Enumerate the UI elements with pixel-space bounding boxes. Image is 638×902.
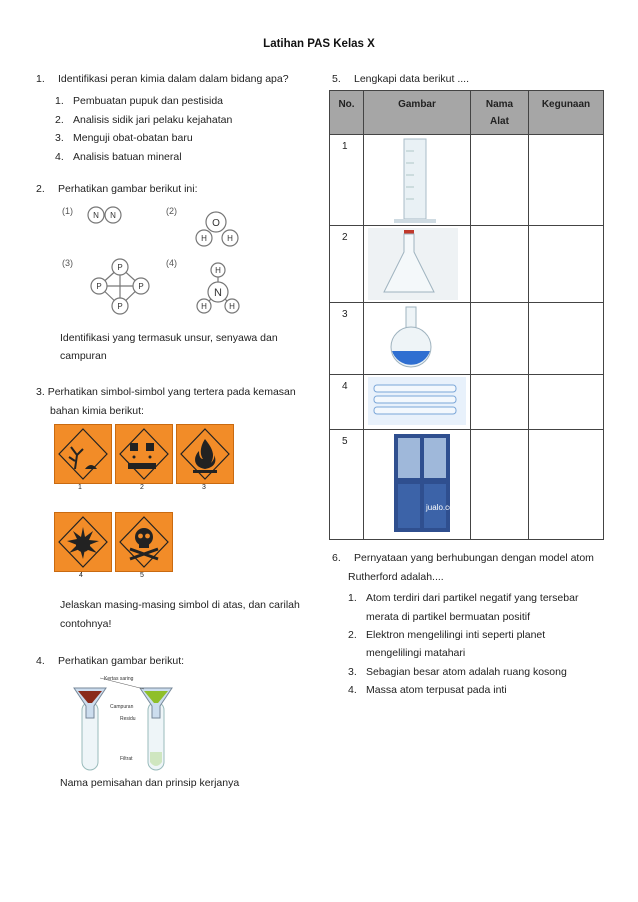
- list-item: 4. Massa atom terpusat pada inti: [348, 684, 507, 696]
- toxic-skull-icon: [115, 512, 173, 572]
- question-3-cont: bahan kimia berikut:: [50, 405, 144, 417]
- table-row: 4: [330, 375, 604, 430]
- svg-text:H: H: [229, 302, 235, 311]
- list-item-cont: merata di partikel bermuatan positif: [366, 611, 530, 623]
- question-2-prompt: Identifikasi yang termasuk unsur, senyawa dan: [60, 332, 278, 344]
- symbol-number-1: 1: [78, 484, 82, 491]
- svg-text:H: H: [227, 234, 233, 243]
- list-item: 3. Menguji obat-obatan baru: [55, 132, 193, 144]
- corrosive-icon: [115, 424, 173, 484]
- question-1: [36, 73, 289, 85]
- svg-text:P: P: [96, 282, 102, 291]
- question-3-prompt-cont: contohnya!: [60, 618, 112, 630]
- table-row: [330, 135, 604, 226]
- svg-text:Campuran: Campuran: [110, 704, 134, 710]
- figure-label-4: (4): [166, 258, 177, 268]
- svg-text:O: O: [212, 218, 220, 229]
- symbol-number-4: 4: [79, 572, 83, 579]
- svg-text:Kertas saring: Kertas saring: [104, 676, 134, 682]
- symbol-number-3: 3: [202, 484, 206, 491]
- list-item: 2. Analisis sidik jari pelaku kejahatan: [55, 114, 233, 126]
- list-item: 3. Sebagian besar atom adalah ruang kosong: [348, 666, 567, 678]
- question-4: 4. Perhatikan gambar berikut:: [36, 655, 185, 667]
- list-item: 1. Pembuatan pupuk dan pestisida: [55, 95, 224, 107]
- round-flask-image: [364, 303, 471, 375]
- question-text: Identifikasi peran kimia dalam dalam bidang apa?: [58, 73, 289, 85]
- column-header-kegunaan: Kegunaan: [529, 91, 604, 135]
- svg-text:P: P: [117, 263, 123, 272]
- watermark-text: jualo.com: [426, 503, 461, 512]
- svg-text:N: N: [93, 211, 99, 220]
- row-number: 1: [330, 135, 364, 226]
- explosive-icon: [54, 512, 112, 572]
- svg-text:P: P: [117, 302, 123, 311]
- svg-text:Filtrat: Filtrat: [120, 756, 133, 762]
- svg-text:N: N: [214, 287, 222, 299]
- test-tubes-image: [364, 375, 471, 430]
- svg-text:P: P: [138, 282, 144, 291]
- figure-label-2: (2): [166, 206, 177, 216]
- question-3-prompt: Jelaskan masing-masing simbol di atas, dan carilah: [60, 599, 300, 611]
- filtration-figure: [70, 672, 180, 772]
- list-item: 2. Elektron mengelilingi inti seperti planet: [348, 629, 546, 641]
- graduated-cylinder-image: [364, 135, 471, 226]
- hazard-symbols-figure: [54, 424, 234, 594]
- flammable-icon: [176, 424, 234, 484]
- svg-text:H: H: [201, 302, 207, 311]
- lab-cabinet-image: [364, 430, 471, 540]
- question-5: 5. Lengkapi data berikut ....: [332, 73, 469, 85]
- table-row: 2: [330, 226, 604, 303]
- question-2-prompt-cont: campuran: [60, 350, 107, 362]
- environment-hazard-icon: [54, 424, 112, 484]
- svg-text:H: H: [201, 234, 207, 243]
- table-row: 5 jualo.com: [330, 430, 604, 540]
- table-row: 3: [330, 303, 604, 375]
- figure-label-3: (3): [62, 258, 73, 268]
- list-item: 1. Atom terdiri dari partikel negatif yang tersebar: [348, 592, 579, 604]
- question-number: 1.: [36, 73, 45, 85]
- column-header-nama-alat: Nama Alat: [471, 91, 529, 135]
- molecule-figure: [58, 200, 258, 318]
- table-header-row: [330, 91, 604, 135]
- symbol-number-5: 5: [140, 572, 144, 579]
- question-2: 2. Perhatikan gambar berikut ini:: [36, 183, 198, 195]
- equipment-table: [329, 90, 604, 540]
- question-6: 6. Pernyataan yang berhubungan dengan model atom: [332, 552, 594, 564]
- question-4-prompt: Nama pemisahan dan prinsip kerjanya: [60, 777, 240, 789]
- symbol-number-2: 2: [140, 484, 144, 491]
- page-title: Latihan PAS Kelas X: [263, 38, 375, 50]
- svg-text:H: H: [215, 266, 221, 275]
- column-header-gambar: Gambar: [364, 91, 471, 135]
- question-6-cont: Rutherford adalah....: [348, 571, 444, 583]
- figure-label-1: (1): [62, 206, 73, 216]
- svg-text:N: N: [110, 211, 116, 220]
- column-header-no: No.: [330, 91, 364, 135]
- list-item: 4. Analisis batuan mineral: [55, 151, 182, 163]
- question-3: 3. Perhatikan simbol-simbol yang tertera pada kemasan: [36, 386, 296, 398]
- svg-text:Residu: Residu: [120, 716, 136, 722]
- list-item-cont: mengelilingi matahari: [366, 647, 466, 659]
- erlenmeyer-flask-image: [364, 226, 471, 303]
